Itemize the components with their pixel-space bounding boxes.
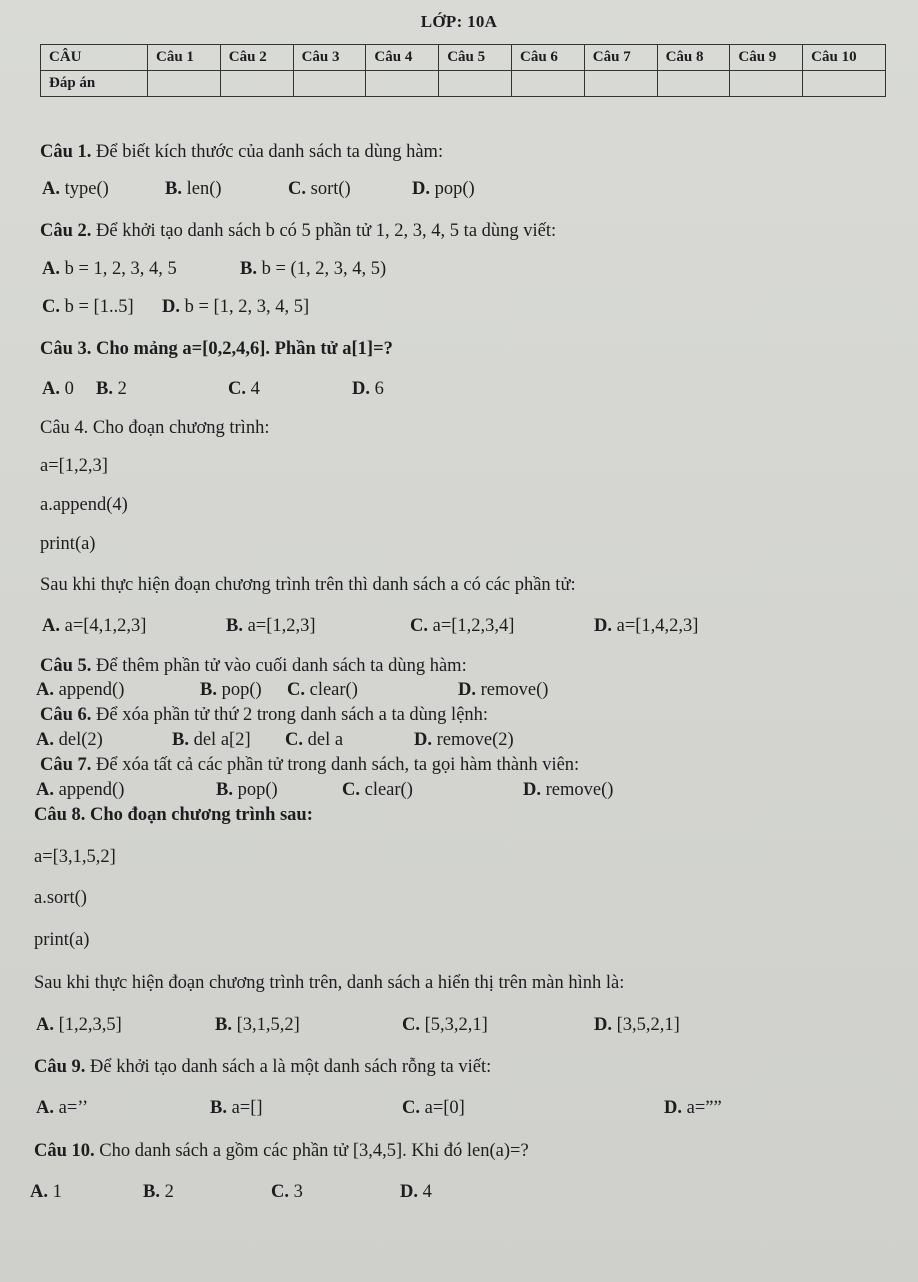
answer-table-answer-row [41, 71, 886, 97]
option-letter: A. [30, 1182, 48, 1202]
question-label: Câu 7. [40, 755, 92, 775]
code-line: a.append(4) [40, 495, 128, 515]
question-text: Để thêm phần tử vào cuối danh sách ta dùng hàm: [96, 656, 467, 676]
q6-option-b[interactable] [172, 729, 251, 751]
q10-option-c[interactable] [271, 1181, 303, 1203]
option-text: clear() [309, 680, 358, 700]
q10-option-a[interactable] [30, 1181, 62, 1203]
answer-cell[interactable] [730, 71, 803, 97]
option-text: del(2) [58, 730, 103, 750]
question-10 [34, 1140, 529, 1162]
option-text: len() [186, 179, 222, 199]
q3-option-b[interactable] [96, 378, 127, 400]
option-text: a=[1,2,3] [247, 616, 316, 636]
option-text: pop() [221, 680, 262, 700]
option-text: a=[4,1,2,3] [64, 616, 147, 636]
q4-option-b[interactable] [226, 615, 316, 637]
question-3 [40, 338, 393, 360]
answer-table [40, 44, 886, 97]
q1-option-b[interactable] [165, 178, 222, 200]
question-4: Câu 4. Cho đoạn chương trình: [40, 418, 270, 438]
option-text: sort() [310, 179, 351, 199]
q7-option-d[interactable] [523, 779, 613, 801]
option-text: [5,3,2,1] [424, 1015, 488, 1035]
q5-option-b[interactable] [200, 679, 262, 701]
q7-option-a[interactable] [36, 779, 124, 801]
q9-option-d[interactable] [664, 1097, 722, 1119]
option-letter: C. [42, 297, 60, 317]
option-letter: B. [172, 730, 189, 750]
code-line: a.sort() [34, 888, 87, 908]
option-letter: C. [410, 616, 428, 636]
q5-option-a[interactable] [36, 679, 124, 701]
answer-cell[interactable] [366, 71, 439, 97]
answer-cell[interactable] [293, 71, 366, 97]
q7-option-b[interactable] [216, 779, 278, 801]
option-letter: C. [228, 379, 246, 399]
question-text: Để khởi tạo danh sách b có 5 phần tử 1, 2, 3, 4, 5 ta dùng viết: [96, 221, 557, 241]
q8-option-b[interactable] [215, 1014, 300, 1036]
option-letter: B. [240, 259, 257, 279]
q4-option-d[interactable] [594, 615, 698, 637]
q2-option-a[interactable] [42, 258, 177, 280]
question-5 [40, 655, 467, 677]
option-letter: B. [215, 1015, 232, 1035]
answer-table-header-row [41, 45, 886, 71]
q8-option-c[interactable] [402, 1014, 488, 1036]
q8-option-a[interactable] [36, 1014, 122, 1036]
option-text: 2 [117, 379, 127, 399]
q2-option-b[interactable] [240, 258, 386, 280]
option-text: a=[1,2,3,4] [432, 616, 515, 636]
answer-cell[interactable] [803, 71, 886, 97]
question-text: Để biết kích thước của danh sách ta dùng hàm: [96, 142, 444, 162]
option-letter: B. [216, 780, 233, 800]
option-letter: B. [226, 616, 243, 636]
option-text: append() [58, 780, 125, 800]
option-text: 4 [250, 379, 260, 399]
question-text: Cho danh sách a gồm các phần tử [3,4,5]. Khi đó len(a)=? [99, 1141, 529, 1161]
answer-table-col-header: Câu 5 [439, 45, 512, 71]
option-text: a=[0] [424, 1098, 465, 1118]
option-text: del a [307, 730, 344, 750]
answer-table-col-header: Câu 1 [148, 45, 221, 71]
option-letter: D. [412, 179, 430, 199]
answer-table-col-header: Câu 9 [730, 45, 803, 71]
q3-option-d[interactable] [352, 378, 384, 400]
option-text: remove(2) [436, 730, 514, 750]
q5-option-c[interactable] [287, 679, 358, 701]
option-text: 2 [164, 1182, 174, 1202]
option-text: remove() [545, 780, 614, 800]
option-text: b = [1..5] [64, 297, 134, 317]
option-letter: B. [165, 179, 182, 199]
q2-option-d[interactable] [162, 296, 309, 318]
option-letter: C. [402, 1098, 420, 1118]
question-label: Câu 2. [40, 221, 92, 241]
question-9 [34, 1056, 491, 1078]
question-text: Để khởi tạo danh sách a là một danh sách rỗng ta viết: [90, 1057, 492, 1077]
question-4-after: Sau khi thực hiện đoạn chương trình trên thì danh sách a có các phần tử: [40, 575, 576, 595]
question-text: a=[0,2,4,6]. Phần tử a[1]=? [182, 339, 393, 359]
q1-option-c[interactable] [288, 178, 351, 200]
q5-option-d[interactable] [458, 679, 548, 701]
question-8-after: Sau khi thực hiện đoạn chương trình trên, danh sách a hiển thị trên màn hình là: [34, 973, 625, 993]
q6-option-a[interactable] [36, 729, 103, 751]
option-letter: C. [402, 1015, 420, 1035]
answer-cell[interactable] [584, 71, 657, 97]
question-label: Câu 9. [34, 1057, 86, 1077]
option-letter: D. [594, 1015, 612, 1035]
q9-option-b[interactable] [210, 1097, 263, 1119]
option-letter: A. [36, 680, 54, 700]
answer-table-col-header: Câu 6 [511, 45, 584, 71]
code-line: a=[1,2,3] [40, 456, 108, 476]
code-line: print(a) [40, 534, 96, 554]
option-letter: D. [400, 1182, 418, 1202]
option-letter: C. [342, 780, 360, 800]
q2-option-c[interactable] [42, 296, 134, 318]
option-letter: D. [352, 379, 370, 399]
page-title: LỚP: 10A [420, 12, 498, 31]
question-label: Câu 5. [40, 656, 92, 676]
q1-option-a[interactable] [42, 178, 109, 200]
option-text: a=”” [686, 1098, 722, 1118]
option-text: pop() [237, 780, 278, 800]
q9-option-c[interactable] [402, 1097, 465, 1119]
question-label: Câu 8. [34, 805, 86, 825]
option-text: 4 [422, 1182, 432, 1202]
question-label: Câu 10. [34, 1141, 95, 1161]
answer-table-col-header: Câu 4 [366, 45, 439, 71]
answer-cell[interactable] [511, 71, 584, 97]
question-6 [40, 704, 488, 726]
option-letter: B. [210, 1098, 227, 1118]
q10-option-b[interactable] [143, 1181, 174, 1203]
q4-option-a[interactable] [42, 615, 146, 637]
question-label: Câu 1. [40, 142, 92, 162]
option-letter: D. [414, 730, 432, 750]
option-text: 1 [52, 1182, 62, 1202]
option-text: type() [64, 179, 109, 199]
option-letter: C. [287, 680, 305, 700]
option-letter: A. [36, 1015, 54, 1035]
option-letter: D. [594, 616, 612, 636]
option-letter: C. [271, 1182, 289, 1202]
question-text: Để xóa phần tử thứ 2 trong danh sách a ta dùng lệnh: [96, 705, 489, 725]
q3-option-a[interactable] [42, 378, 74, 400]
answer-table-col-header: Câu 7 [584, 45, 657, 71]
option-text: [3,1,5,2] [236, 1015, 300, 1035]
option-letter: D. [162, 297, 180, 317]
option-letter: B. [96, 379, 113, 399]
option-letter: A. [42, 259, 60, 279]
question-8 [34, 804, 313, 826]
q1-option-d[interactable] [412, 178, 475, 200]
option-text: pop() [434, 179, 475, 199]
option-text: [1,2,3,5] [58, 1015, 122, 1035]
answer-table-col-header: Câu 10 [803, 45, 886, 71]
option-text: append() [58, 680, 125, 700]
answer-table-col-header: Câu 2 [220, 45, 293, 71]
option-letter: A. [36, 780, 54, 800]
option-letter: A. [36, 730, 54, 750]
answer-cell[interactable] [148, 71, 221, 97]
option-letter: A. [36, 1098, 54, 1118]
option-text: 0 [64, 379, 74, 399]
question-7 [40, 754, 579, 776]
option-letter: B. [143, 1182, 160, 1202]
option-letter: D. [458, 680, 476, 700]
option-text: [3,5,2,1] [616, 1015, 680, 1035]
option-letter: D. [523, 780, 541, 800]
answer-cell[interactable] [657, 71, 730, 97]
question-text: Để xóa tất cả các phần tử trong danh sách, ta gọi hàm thành viên: [96, 755, 580, 775]
option-text: remove() [480, 680, 549, 700]
option-letter: A. [42, 616, 60, 636]
option-letter: A. [42, 379, 60, 399]
option-text: a=’’ [58, 1098, 89, 1118]
question-text: Cho đoạn chương trình sau: [90, 805, 313, 825]
option-letter: C. [288, 179, 306, 199]
option-text: a=[] [231, 1098, 263, 1118]
option-letter: D. [664, 1098, 682, 1118]
q6-option-c[interactable] [285, 729, 343, 751]
question-label: Câu 3. Cho mảng [40, 339, 178, 359]
answer-table-row-label: Đáp án [41, 71, 148, 97]
option-text: 3 [293, 1182, 303, 1202]
answer-cell[interactable] [220, 71, 293, 97]
q10-option-d[interactable] [400, 1181, 432, 1203]
option-text: b = [1, 2, 3, 4, 5] [184, 297, 310, 317]
question-1 [40, 141, 443, 163]
answer-table-col-header: Câu 8 [657, 45, 730, 71]
answer-cell[interactable] [439, 71, 512, 97]
option-letter: C. [285, 730, 303, 750]
question-2 [40, 220, 556, 242]
q6-option-d[interactable] [414, 729, 514, 751]
q7-option-c[interactable] [342, 779, 413, 801]
q9-option-a[interactable] [36, 1097, 88, 1119]
option-text: b = 1, 2, 3, 4, 5 [64, 259, 177, 279]
q8-option-d[interactable] [594, 1014, 680, 1036]
answer-table-row-label: CÂU [41, 45, 148, 71]
option-text: del a[2] [193, 730, 251, 750]
question-label: Câu 6. [40, 705, 92, 725]
option-letter: A. [42, 179, 60, 199]
option-letter: B. [200, 680, 217, 700]
option-text: 6 [374, 379, 384, 399]
option-text: a=[1,4,2,3] [616, 616, 699, 636]
q3-option-c[interactable] [228, 378, 260, 400]
code-line: print(a) [34, 930, 90, 950]
q4-option-c[interactable] [410, 615, 514, 637]
code-line: a=[3,1,5,2] [34, 847, 116, 867]
option-text: b = (1, 2, 3, 4, 5) [261, 259, 387, 279]
option-text: clear() [364, 780, 413, 800]
answer-table-col-header: Câu 3 [293, 45, 366, 71]
